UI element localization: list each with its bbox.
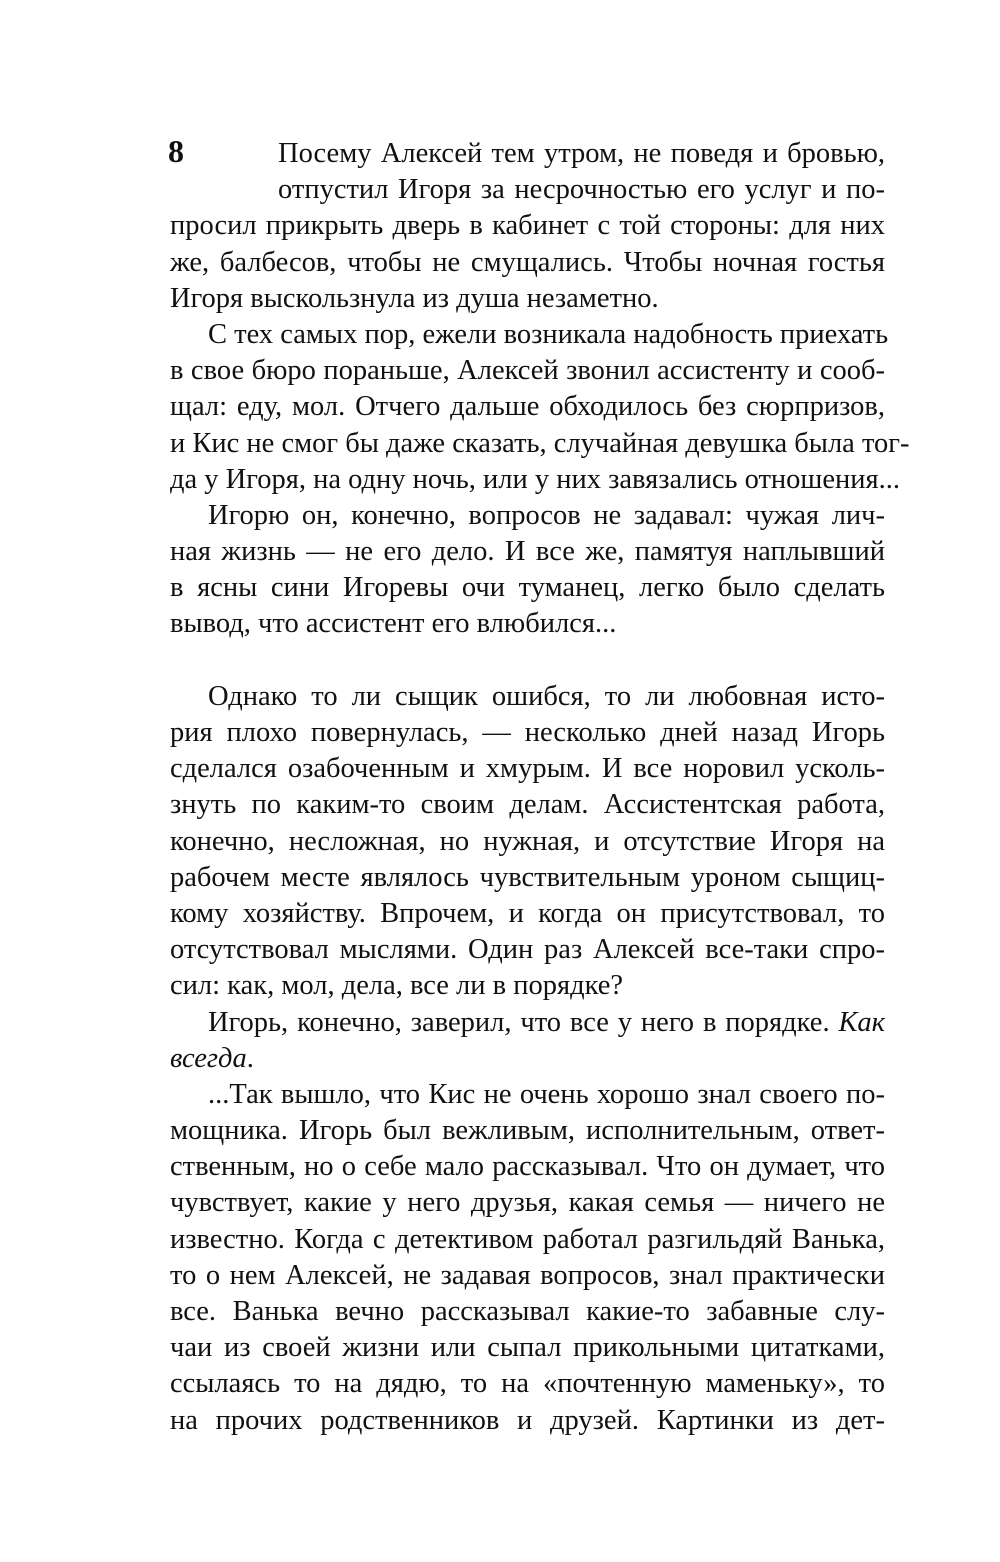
text-line: знуть по каким-то своим делам. Ассистентская работа, bbox=[170, 789, 885, 821]
text-line: ная жизнь — не его дело. И все же, памятуя наплывший bbox=[170, 536, 885, 568]
text-line: сил: как, мол, дела, все ли в порядке? bbox=[170, 970, 624, 1002]
italic-text: Как bbox=[838, 1006, 885, 1038]
text-line: в свое бюро пораньше, Алексей звонил ассистенту и сооб- bbox=[170, 355, 885, 387]
text-line: все. Ванька вечно рассказывал какие-то забавные слу- bbox=[170, 1296, 885, 1327]
text-span: . bbox=[246, 1042, 254, 1074]
text-span: Игорь, конечно, заверил, что все у него в порядке. bbox=[208, 1006, 830, 1038]
text-line: Однако то ли сыщик ошибся, то ли любовная исто- bbox=[208, 680, 885, 712]
italic-text: всегда bbox=[170, 1042, 247, 1074]
text-line: же, балбесов, чтобы не смущались. Чтобы ночная гостья bbox=[170, 246, 885, 278]
text-line: сделался озабоченным и хмурым. И все норовил усколь- bbox=[170, 753, 885, 785]
text-line: ственным, но о себе мало рассказывал. Что он думает, что bbox=[170, 1151, 885, 1183]
text-line: Игорю он, конечно, вопросов не задавал: чужая лич- bbox=[208, 499, 885, 531]
text-line: щал: еду, мол. Отчего дальше обходилось без сюрпризов, bbox=[170, 391, 885, 423]
text-line: чаи из своей жизни или сыпал прикольными цитатками, bbox=[170, 1332, 885, 1364]
text-line: Игоря выскользнула из душа незаметно. bbox=[170, 282, 659, 314]
text-line bbox=[170, 1005, 885, 1041]
text-line: отсутствовал мыслями. Один раз Алексей все-таки спро- bbox=[170, 934, 885, 966]
text-line: рабочем месте являлось чувствительным уроном сыщиц- bbox=[170, 861, 885, 893]
text-line: на прочих родственников и друзей. Картинки из дет- bbox=[170, 1404, 885, 1436]
body-text bbox=[170, 136, 910, 1439]
text-line: Посему Алексей тем утром, не поведя и бровью, bbox=[278, 138, 885, 169]
page-number: 8 bbox=[168, 133, 184, 169]
text-line: чувствует, какие у него друзья, какая семья — ничего не bbox=[170, 1187, 885, 1219]
text-line: кому хозяйству. Впрочем, и когда он присутствовал, то bbox=[170, 897, 885, 929]
text-line: вывод, что ассистент его влюбился... bbox=[170, 608, 617, 640]
text-line: отпустил Игоря за несрочностью его услуг и по- bbox=[278, 174, 885, 206]
text-line: ссылаясь то на дядю, то на «почтенную маменьку», то bbox=[170, 1368, 885, 1400]
text-line: и Кис не смог бы даже сказать, случайная девушка была тог- bbox=[170, 427, 910, 459]
text-line: просил прикрыть дверь в кабинет с той стороны: для них bbox=[170, 210, 885, 242]
text-line: С тех самых пор, ежели возникала надобность приехать bbox=[208, 318, 889, 350]
text-line bbox=[170, 1041, 885, 1077]
text-line: рия плохо повернулась, — несколько дней назад Игорь bbox=[170, 717, 885, 748]
text-line: известно. Когда с детективом работал разгильдяй Ванька, bbox=[170, 1223, 885, 1255]
text-line: конечно, несложная, но нужная, и отсутствие Игоря на bbox=[170, 825, 885, 857]
text-line: в ясны сини Игоревы очи туманец, легко было сделать bbox=[170, 572, 885, 604]
text-line: мощника. Игорь был вежливым, исполнительным, ответ- bbox=[170, 1115, 885, 1147]
text-line: то о нем Алексей, не задавая вопросов, знал практически bbox=[170, 1259, 885, 1291]
text-line: да у Игоря, на одну ночь, или у них завязались отношения... bbox=[170, 463, 901, 495]
section-break bbox=[170, 643, 885, 679]
text-line: ...Так вышло, что Кис не очень хорошо знал своего по- bbox=[208, 1078, 885, 1110]
